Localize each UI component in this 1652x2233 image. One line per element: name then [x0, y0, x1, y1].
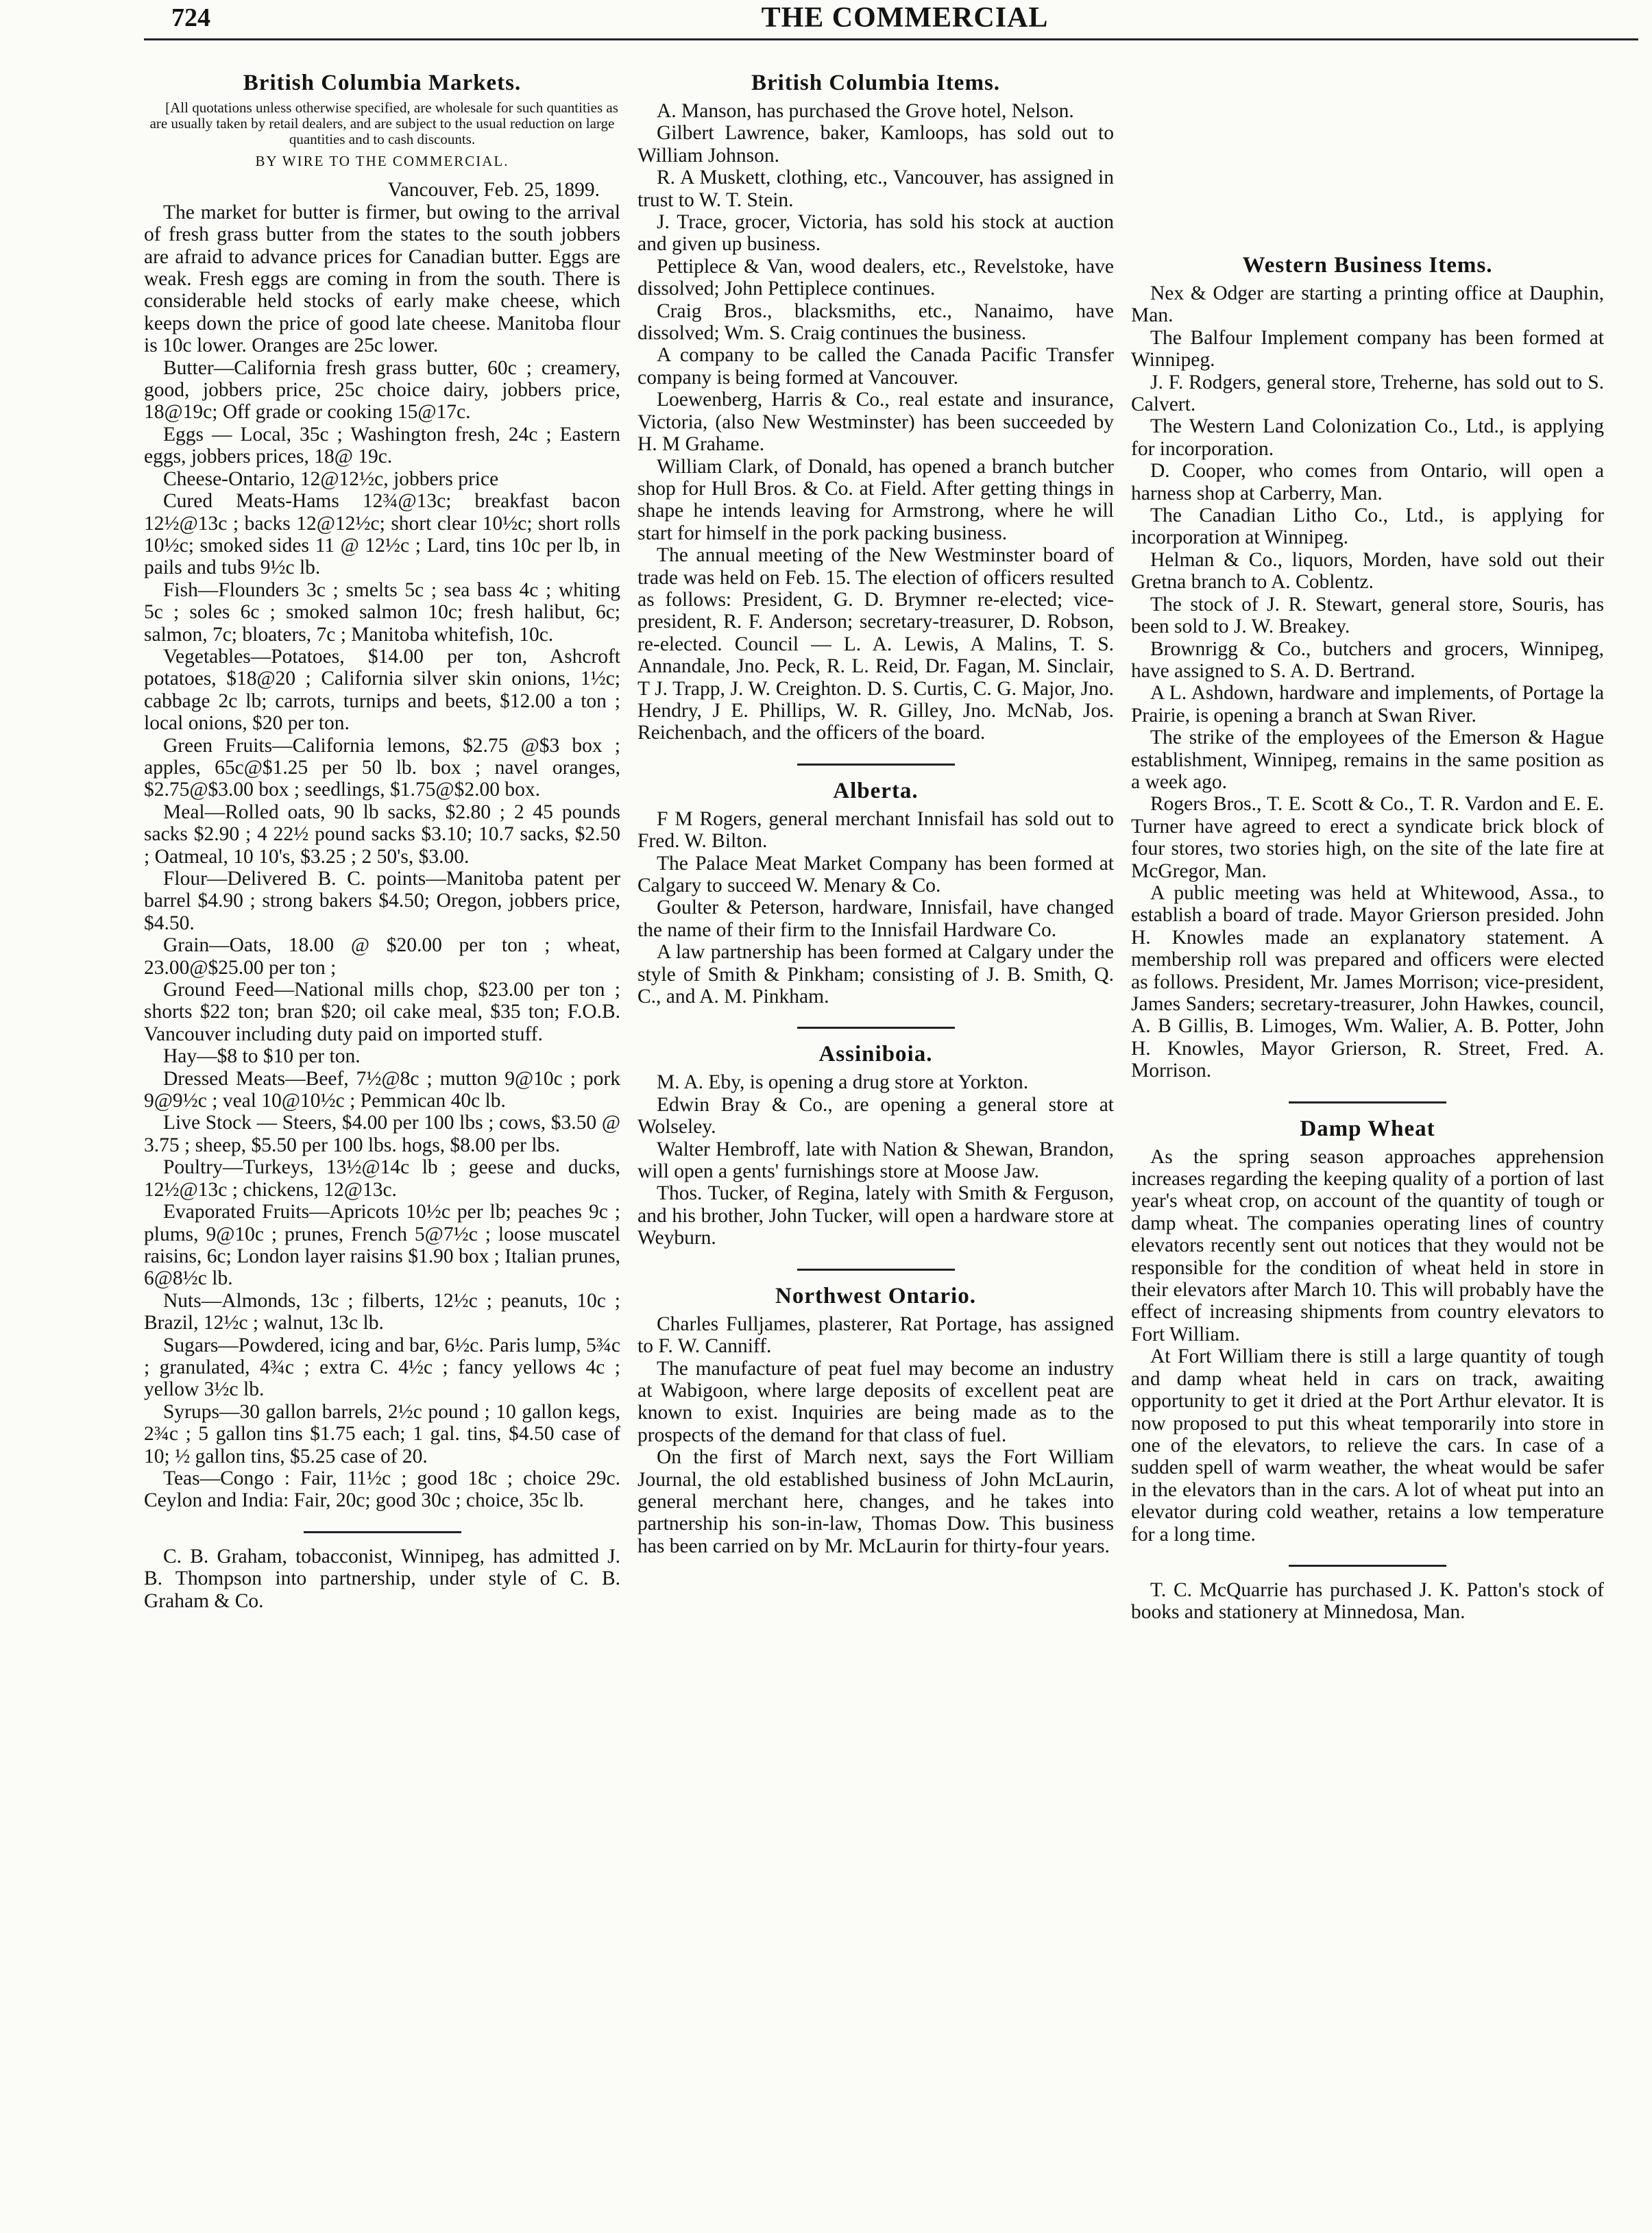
byline: BY WIRE TO THE COMMERCIAL. [255, 153, 509, 169]
paragraph: Craig Bros., blacksmiths, etc., Nanaimo, have dissolved; Wm. S. Craig continues the business. [637, 300, 1114, 345]
section-western-business [1131, 252, 1604, 1082]
section-assiniboia [637, 1041, 1114, 1249]
section-title-western-business: Western Business Items. [1242, 253, 1493, 278]
paragraph: Eggs — Local, 35c ; Washington fresh, 24c ; Eastern eggs, jobbers prices, 18@ 19c. [144, 423, 620, 468]
section-nw-ontario [637, 1283, 1114, 1557]
paragraph: Sugars—Powdered, icing and bar, 6½c. Paris lump, 5¾c ; granulated, 4¾c ; extra C. 4½c ; fancy yellows 4c ; yellow 3½c lb. [144, 1334, 620, 1401]
paragraph: The strike of the employees of the Emerson & Hague establishment, Winnipeg, remains in the same position as a week ago. [1131, 727, 1604, 793]
paragraph: Dressed Meats—Beef, 7½@8c ; mutton 9@10c ; pork 9@9½c ; veal 10@10½c ; Pemmican 40c lb. [144, 1067, 620, 1112]
paragraph: A. Manson, has purchased the Grove hotel, Nelson. [657, 100, 1074, 122]
section-title-bc-markets: British Columbia Markets. [243, 71, 522, 95]
paragraph: Teas—Congo : Fair, 11½c ; good 18c ; choice 29c. Ceylon and India: Fair, 20c; good 30c ; choice, 35c lb. [144, 1467, 620, 1512]
paragraph: Ground Feed—National mills chop, $23.00 per ton ; shorts $22 ton; bran $20; oil cake meal, $35 ton; F.O.B. Vancouver including duty paid on imported stuff. [144, 979, 620, 1045]
section-bc-items [637, 70, 1114, 744]
section-title-bc-items: British Columbia Items. [751, 71, 1001, 95]
paragraph: Green Fruits—California lemons, $2.75 @$3 box ; apples, 65c@$1.25 per 50 lb. box ; navel oranges, $2.75@$3.00 box ; seedlings, $1.75@$2.00 box. [144, 734, 620, 801]
article-body [144, 202, 620, 1512]
paragraph: The Balfour Implement company has been formed at Winnipeg. [1131, 326, 1604, 371]
paragraph: A public meeting was held at Whitewood, Assa., to establish a board of trade. Mayor Grierson presided. John H. Knowles made an explanatory statement. A membership roll was prepared and officers were elected as follows. President, Mr. James Morrison; vice-president, James Sanders; secretary-treasurer, John Hawkes, council, A. B Gillis, B. Limoges, Wm. Walier, A. B. Potter, John H. Knowles, Mayor Grierson, R. Street, Fred. A. Morrison. [1131, 881, 1604, 1082]
paragraph: On the first of March next, says the Fort William Journal, the old established business of John McLaurin, general merchant here, changes, and he takes into partnership his son-in-law, Thomas Dow. This business has been carried on by Mr. McLaurin for thirty-four years. [637, 1446, 1114, 1557]
section-divider [797, 1269, 955, 1271]
paragraph: Gilbert Lawrence, baker, Kamloops, has sold out to William Johnson. [637, 122, 1114, 167]
paragraph: Syrups—30 gallon barrels, 2½c pound ; 10 gallon kegs, 2¾c ; 5 gallon tins $1.75 each; 1 gal. tins, $4.50 case of 10; ½ gallon tins, $5.25 case of 20. [144, 1400, 620, 1467]
section-divider [797, 1027, 955, 1029]
paragraph: Flour—Delivered B. C. points—Manitoba patent per barrel $4.90 ; strong bakers $4.50; Oregon, jobbers price, $4.50. [144, 868, 620, 934]
paragraph: Edwin Bray & Co., are opening a general store at Wolseley. [637, 1093, 1114, 1138]
quotation-note: [All quotations unless otherwise specified, are wholesale for such quantities as are usually taken by retail dealers, and are subject to the usual reduction on large quantities and to cash discounts. [149, 99, 618, 147]
paragraph: J. Trace, grocer, Victoria, has sold his stock at auction and given up business. [637, 211, 1114, 256]
paragraph: D. Cooper, who comes from Ontario, will open a harness shop at Carberry, Man. [1131, 460, 1604, 504]
paragraph: Live Stock — Steers, $4.00 per 100 lbs ; cows, $3.50 @ 3.75 ; sheep, $5.50 per 100 lbs. hogs, $8.00 per lbs. [144, 1112, 620, 1156]
paragraph: A law partnership has been formed at Calgary under the style of Smith & Pinkham; consisting of J. B. Smith, Q. C., and A. M. Pinkham. [637, 941, 1114, 1008]
paragraph: The Canadian Litho Co., Ltd., is applying for incorporation at Winnipeg. [1131, 504, 1604, 549]
paragraph: Thos. Tucker, of Regina, lately with Smith & Ferguson, and his brother, John Tucker, will open a hardware store at Weyburn. [637, 1182, 1114, 1249]
section-divider [304, 1531, 461, 1533]
paragraph: A company to be called the Canada Pacific Transfer company is being formed at Vancouver. [637, 344, 1114, 389]
paragraph: The annual meeting of the New Westminster board of trade was held on Feb. 15. The election of officers resulted as follows: President, G. D. Brymner re-elected; vice-president, R. F. Anderson; secretary-treasurer, D. Robson, re-elected. Council — L. A. Lewis, A Malins, T. S. Annandale, Jno. Peck, R. L. Reid, Dr. Fagan, M. Sinclair, T J. Trapp, J. W. Creighton. D. S. Curtis, C. G. Major, Jno. Hendry, J E. Phillips, W. R. Gilley, Jno. McNab, Jos. Reichenbach, and the officers of the board. [637, 544, 1114, 744]
paragraph: The manufacture of peat fuel may become an industry at Wabigoon, where large deposits of excellent peat are known to exist. Inquiries are being made as to the prospects of the demand for that class of fuel. [637, 1357, 1114, 1446]
section-divider [1289, 1565, 1446, 1567]
section-title-alberta: Alberta. [833, 778, 919, 803]
paragraph: The Western Land Colonization Co., Ltd., is applying for incorporation. [1131, 415, 1604, 460]
paragraph: The market for butter is firmer, but owing to the arrival of fresh grass butter from the states to the south jobbers are afraid to advance prices for Canadian butter. Eggs are weak. Fresh eggs are coming in from the south. There is considerable held stocks of early make cheese, which keeps down the price of good late cheese. Manitoba flour is 10c lower. Oranges are 25c lower. [144, 201, 620, 357]
paragraph: Walter Hembroff, late with Nation & Shewan, Brandon, will open a gents' furnishings store at Moose Jaw. [637, 1138, 1114, 1183]
paragraph: Brownrigg & Co., butchers and grocers, Winnipeg, have assigned to S. A. D. Bertrand. [1131, 637, 1604, 682]
section-title-assiniboia: Assiniboia. [818, 1042, 933, 1067]
paragraph: William Clark, of Donald, has opened a branch butcher shop for Hull Bros. & Co. at Field. After getting things in shape he intends leaving for Armstrong, where he will start for himself in the pork packing business. [637, 455, 1114, 544]
section-title-nw-ontario: Northwest Ontario. [775, 1283, 976, 1308]
section-title-damp-wheat: Damp Wheat [1300, 1116, 1435, 1141]
column-3 [1131, 47, 1604, 2206]
paragraph: Loewenberg, Harris & Co., real estate and insurance, Victoria, (also New Westminster) has been succeeded by H. M Grahame. [637, 389, 1114, 456]
section-alberta [637, 778, 1114, 1008]
paragraph: C. B. Graham, tobacconist, Winnipeg, has admitted J. B. Thompson into partnership, under style of C. B. Graham & Co. [144, 1545, 620, 1612]
header-rule [144, 38, 1638, 40]
paragraph: Fish—Flounders 3c ; smelts 5c ; sea bass 4c ; whiting 5c ; soles 6c ; smoked salmon 10c; fresh halibut, 6c; salmon, 7c; bloaters, 7c ; Manitoba whitefish, 10c. [144, 578, 620, 646]
paragraph: A L. Ashdown, hardware and implements, of Portage la Prairie, is opening a branch at Swan River. [1131, 682, 1604, 727]
section-damp-wheat [1131, 1116, 1604, 1546]
paragraph: As the spring season approaches apprehension increases regarding the keeping quality of a portion of last year's wheat crop, on account of the quantity of tough or damp wheat. The companies operating lines of country elevators recently sent out notices that they would not be responsible for the condition of wheat held in store in their elevators after March 10. This will probably have the effect of increasing shipments from country elevators to Fort William. [1131, 1145, 1604, 1345]
paragraph: Nex & Odger are starting a printing office at Dauphin, Man. [1131, 282, 1604, 327]
column-2 [637, 47, 1114, 2206]
paragraph: Vegetables—Potatoes, $14.00 per ton, Ashcroft potatoes, $18@20 ; California silver skin onions, 1½c; cabbage 2c lb; carrots, turnips and beets, $12.00 a ton ; local onions, $20 per ton. [144, 645, 620, 735]
paragraph: Pettiplece & Van, wood dealers, etc., Revelstoke, have dissolved; John Pettiplece continues. [637, 255, 1114, 300]
paragraph: J. F. Rodgers, general store, Treherne, has sold out to S. Calvert. [1131, 371, 1604, 416]
page-header [171, 0, 1638, 38]
column-1 [144, 47, 620, 2206]
paragraph: Nuts—Almonds, 13c ; filberts, 12½c ; peanuts, 10c ; Brazil, 12½c ; walnut, 13c lb. [144, 1289, 620, 1334]
paragraph: Cured Meats-Hams 12¾@13c; breakfast bacon 12½@13c ; backs 12@12½c; short clear 10½c; short rolls 10½c; smoked sides 11 @ 12½c ; Lard, tins 10c per lb, in pails and tubs 9½c lb. [144, 490, 620, 579]
paragraph: F M Rogers, general merchant Innisfail has sold out to Fred. W. Bilton. [637, 807, 1114, 853]
publication-title: THE COMMERCIAL [761, 2, 1049, 34]
paragraph: Goulter & Peterson, hardware, Innisfail, have changed the name of their firm to the Innisfail Hardware Co. [637, 896, 1114, 941]
paragraph: Grain—Oats, 18.00 @ $20.00 per ton ; wheat, 23.00@$25.00 per ton ; [144, 934, 620, 979]
paragraph: R. A Muskett, clothing, etc., Vancouver, has assigned in trust to W. T. Stein. [637, 167, 1114, 211]
paragraph: Meal—Rolled oats, 90 lb sacks, $2.80 ; 2 45 pounds sacks $2.90 ; 4 22½ pound sacks $3.10; 10.7 sacks, $2.50 ; Oatmeal, 10 10's, $3.25 ; 2 50's, $3.00. [144, 801, 620, 868]
paragraph: Rogers Bros., T. E. Scott & Co., T. R. Vardon and E. E. Turner have agreed to erect a syndicate brick block of four stores, two stories high, on the site of the late fire at McGregor, Man. [1131, 793, 1604, 882]
paragraph: At Fort William there is still a large quantity of tough and damp wheat held in cars on track, awaiting opportunity to get it dried at the Port Arthur elevator. It is now proposed to put this wheat temporarily into store in one of the elevators, to relieve the cars. In case of a sudden spell of warm weather, the wheat would be safer in the elevators than in the cars. A lot of wheat put into an elevator during cold weather, retains a low temperature for a long time. [1131, 1345, 1604, 1546]
paragraph: Poultry—Turkeys, 13½@14c lb ; geese and ducks, 12½@13c ; chickens, 12@13c. [144, 1156, 620, 1201]
section-divider [797, 764, 955, 766]
page-number: 724 [171, 3, 210, 32]
paragraph: Evaporated Fruits—Apricots 10½c per lb; peaches 9c ; plums, 9@10c ; prunes, French 5@7½c ; loose muscatel raisins, 6c; London layer raisins $1.90 box ; Italian prunes, 6@8½c lb. [144, 1201, 620, 1290]
paragraph: Helman & Co., liquors, Morden, have sold out their Gretna branch to A. Coblentz. [1131, 548, 1604, 594]
section-bc-markets [144, 70, 620, 1512]
dateline: Vancouver, Feb. 25, 1899. [387, 179, 600, 202]
paragraph: T. C. McQuarrie has purchased J. K. Patton's stock of books and stationery at Minnedosa, Man. [1131, 1578, 1604, 1624]
paragraph: Butter—California fresh grass butter, 60c ; creamery, good, jobbers price, 25c choice dairy, jobbers price, 18@19c; Off grade or cooking 15@17c. [144, 356, 620, 424]
paragraph: The stock of J. R. Stewart, general store, Souris, has been sold to J. W. Breakey. [1131, 593, 1604, 638]
section-divider [1289, 1101, 1446, 1103]
paragraph: Hay—$8 to $10 per ton. [163, 1045, 361, 1068]
paragraph: The Palace Meat Market Company has been formed at Calgary to succeed W. Menary & Co. [637, 852, 1114, 896]
paragraph: Charles Fulljames, plasterer, Rat Portage, has assigned to F. W. Canniff. [637, 1313, 1114, 1358]
paragraph: Cheese-Ontario, 12@12½c, jobbers price [163, 467, 499, 490]
paragraph: M. A. Eby, is opening a drug store at Yorkton. [657, 1071, 1029, 1094]
